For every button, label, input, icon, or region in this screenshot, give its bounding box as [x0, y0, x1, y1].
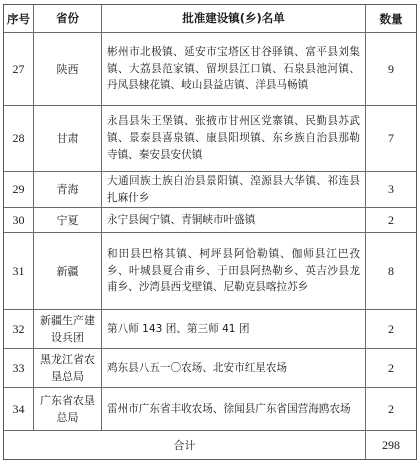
table-row — [4, 348, 416, 387]
table-header-row — [4, 5, 416, 32]
row-no: 29 — [4, 172, 34, 207]
header-no: 序号 — [4, 5, 34, 32]
row-count: 8 — [388, 263, 394, 278]
row-province: 新疆 — [34, 233, 102, 309]
table-row — [4, 387, 416, 430]
row-no: 28 — [4, 106, 34, 171]
row-count: 2 — [388, 360, 394, 375]
header-list: 批准建设镇(乡)名单 — [102, 5, 366, 32]
header-count: 数量 — [379, 11, 403, 26]
row-province: 新疆生产建设兵团 — [34, 310, 102, 348]
row-town-list: 和田县巴格其镇、柯坪县阿恰勒镇、伽师县江巴孜乡、叶城县夏合甫乡、于田县阿热勒乡、英吉沙县龙甫乡、沙湾县西戈壁镇、尼勒克县喀拉苏乡 — [102, 233, 366, 309]
row-no: 27 — [4, 33, 34, 105]
row-town-list: 鸡东县八五一〇农场、北安市红星农场 — [102, 349, 366, 387]
row-town-list: 永宁县闽宁镇、青铜峡市叶盛镇 — [102, 208, 366, 232]
row-no: 34 — [4, 388, 34, 430]
total-label: 合计 — [4, 431, 366, 459]
row-province: 甘肃 — [34, 106, 102, 171]
row-province: 青海 — [34, 172, 102, 207]
row-province: 陕西 — [34, 33, 102, 105]
row-count: 3 — [388, 182, 394, 196]
total-row — [4, 430, 416, 459]
row-town-list: 雷州市广东省丰收农场、徐闻县广东省国营海鸥农场 — [102, 388, 366, 430]
table-row — [4, 105, 416, 171]
table-row — [4, 32, 416, 105]
row-count: 9 — [388, 61, 394, 76]
row-count: 2 — [388, 212, 394, 227]
row-no: 30 — [4, 208, 34, 232]
row-no: 33 — [4, 349, 34, 387]
row-province: 黑龙江省农垦总局 — [34, 349, 102, 387]
row-province: 广东省农垦总局 — [34, 388, 102, 430]
row-town-list: 大通回族土族自治县景阳镇、湟源县大华镇、祁连县扎麻什乡 — [102, 172, 366, 207]
table-row — [4, 171, 416, 207]
table-row — [4, 207, 416, 232]
table-row — [4, 309, 416, 348]
header-province: 省份 — [34, 5, 102, 32]
row-no: 31 — [4, 233, 34, 309]
row-count: 7 — [388, 131, 394, 145]
row-town-list: 第八师 143 团、第三师 41 团 — [102, 310, 366, 348]
row-no: 32 — [4, 310, 34, 348]
row-province: 宁夏 — [34, 208, 102, 232]
row-count: 2 — [388, 401, 394, 416]
total-count: 298 — [382, 437, 400, 452]
town-approval-table — [3, 4, 417, 460]
row-town-list: 彬州市北极镇、延安市宝塔区甘谷驿镇、富平县刘集镇、大荔县范家镇、留坝县江口镇、石泉县池河镇、丹凤县棣花镇、岐山县益店镇、洋县马畅镇 — [102, 33, 366, 105]
row-count: 2 — [388, 321, 394, 336]
row-town-list: 永昌县朱王堡镇、张掖市甘州区党寨镇、民勤县苏武镇、景泰县喜泉镇、康县阳坝镇、东乡族自治县那勒寺镇、秦安县安伏镇 — [102, 106, 366, 171]
table-row — [4, 232, 416, 309]
